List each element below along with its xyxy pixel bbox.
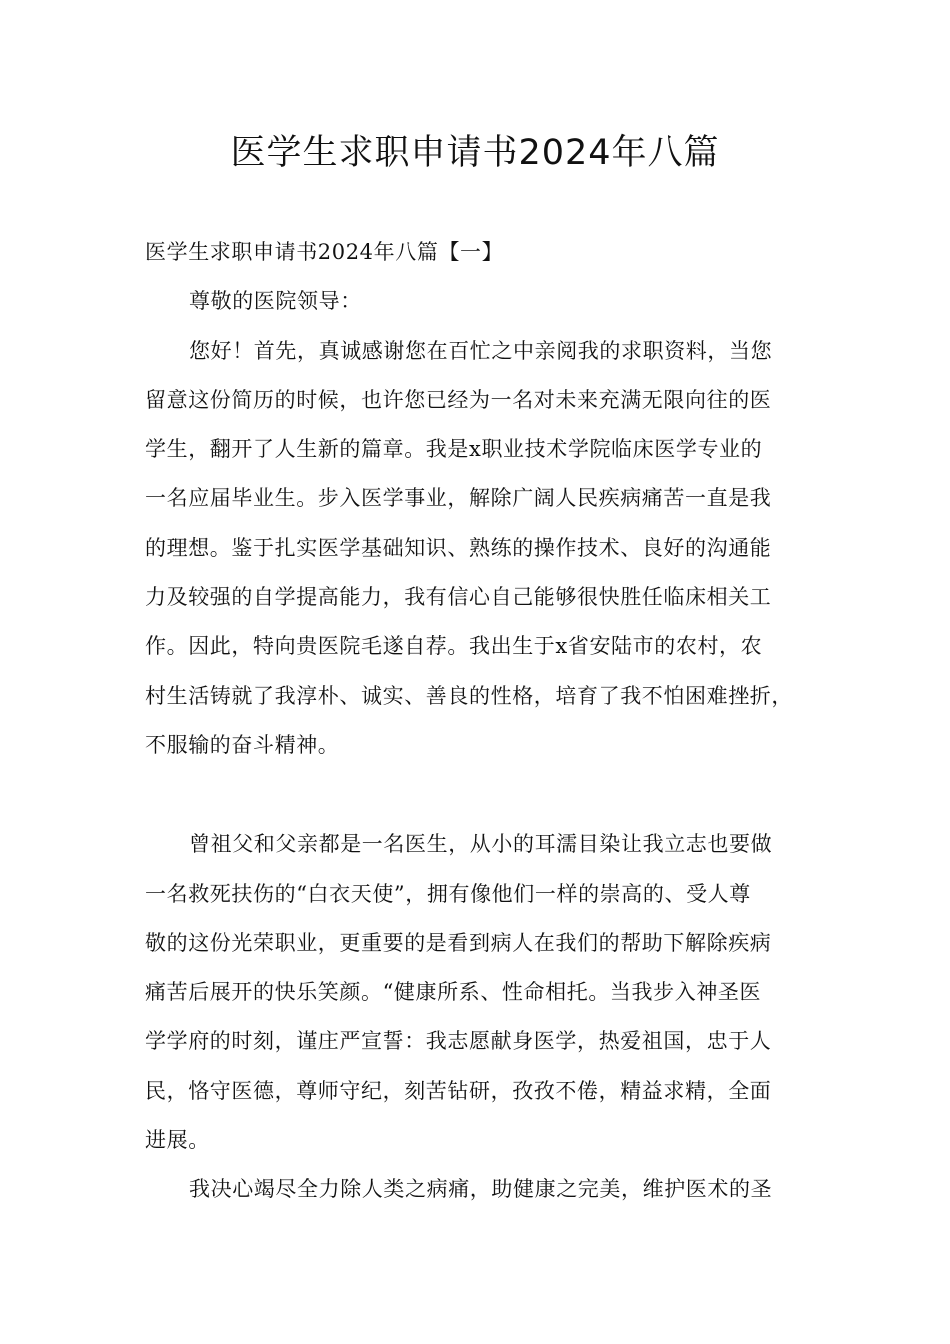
paragraph-line: 作。因此，特向贵医院毛遂自荐。我出生于x省安陆市的农村，农	[145, 634, 763, 659]
paragraph-line: 敬的这份光荣职业，更重要的是看到病人在我们的帮助下解除疾病	[145, 930, 772, 955]
paragraph-line: 痛苦后展开的快乐笑颜。“健康所系、性命相托。当我步入神圣医	[145, 980, 762, 1005]
paragraph-3	[145, 1165, 805, 1214]
paragraph-line: 不服输的奋斗精神。	[145, 732, 340, 757]
paragraph-line: 民，恪守医德，尊师守纪，刻苦钻研，孜孜不倦，精益求精，全面	[145, 1078, 772, 1103]
paragraph-line: 留意这份简历的时候，也许您已经为一名对未来充满无限向往的医	[145, 387, 772, 412]
paragraph-line: 进展。	[145, 1128, 210, 1153]
paragraph-line: 学学府的时刻，谨庄严宣誓：我志愿献身医学，热爱祖国，忠于人	[145, 1029, 772, 1054]
section-heading: 医学生求职申请书2024年八篇【一】	[145, 240, 504, 264]
document-title: 医学生求职申请书2024年八篇	[230, 133, 720, 173]
paragraph-spacer	[145, 770, 805, 820]
greeting: 尊敬的医院领导：	[189, 289, 362, 314]
paragraph-line: 力及较强的自学提高能力，我有信心自己能够很快胜任临床相关工	[145, 585, 772, 610]
paragraph-line: 一名应届毕业生。步入医学事业，解除广阔人民疾病痛苦一直是我	[145, 486, 772, 511]
paragraph-line: 村生活铸就了我淳朴、诚实、善良的性格，培育了我不怕困难挫折，	[145, 683, 793, 708]
paragraph-2	[145, 820, 805, 1165]
paragraph-line: 我决心竭尽全力除人类之病痛，助健康之完美，维护医术的圣	[189, 1177, 773, 1202]
paragraph-line: 您好！首先，真诚感谢您在百忙之中亲阅我的求职资料，当您	[189, 338, 773, 363]
paragraph-line: 学生，翻开了人生新的篇章。我是x职业技术学院临床医学专业的	[145, 437, 763, 462]
paragraph-line: 一名救死扶伤的“白衣天使”，拥有像他们一样的崇高的、受人尊	[145, 881, 751, 906]
paragraph-line: 曾祖父和父亲都是一名医生，从小的耳濡目染让我立志也要做	[189, 832, 773, 857]
paragraph-1	[145, 327, 805, 771]
paragraph-line: 的理想。鉴于扎实医学基础知识、熟练的操作技术、良好的沟通能	[145, 535, 772, 560]
document-body	[145, 228, 805, 1215]
